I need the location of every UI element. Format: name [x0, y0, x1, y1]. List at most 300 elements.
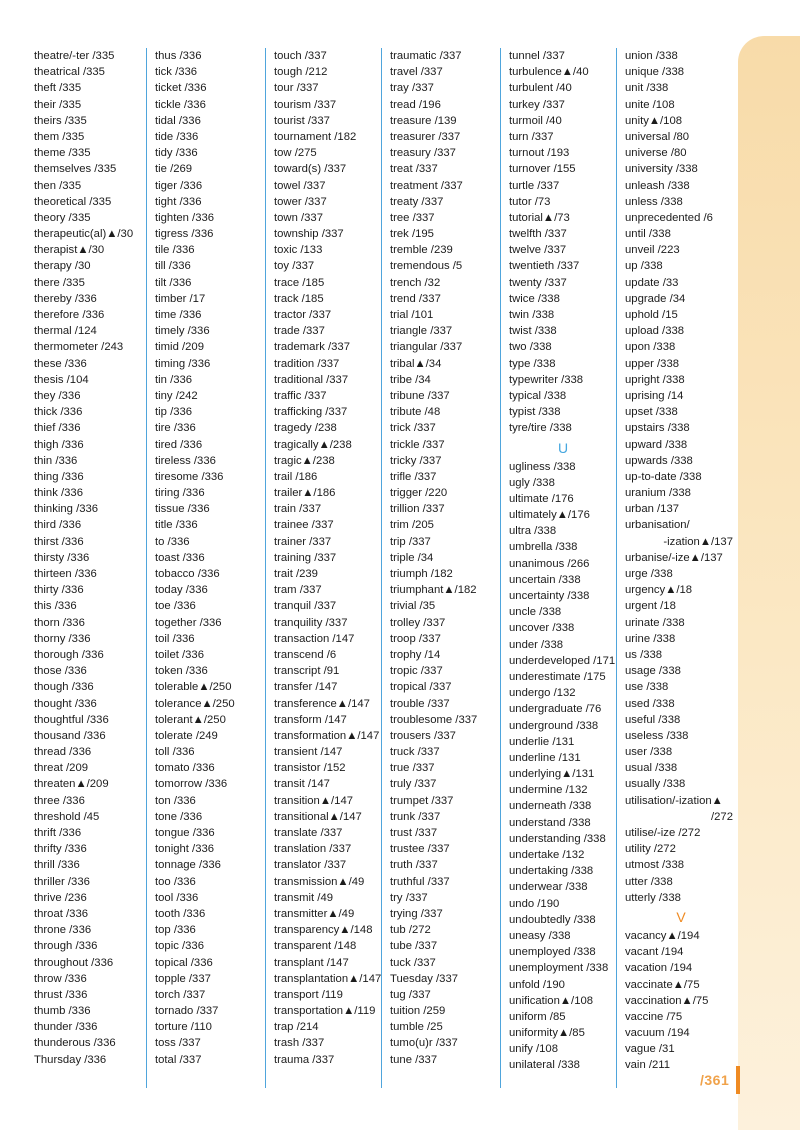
index-entry: tub /272	[390, 924, 431, 937]
index-entry: threat /209	[34, 762, 89, 775]
index-entry: tomorrow /336	[155, 778, 228, 791]
index-entry: trailer▲/186	[274, 487, 336, 500]
index-entry: upload /338	[625, 325, 685, 338]
index-entry: urbanisation/	[625, 519, 690, 532]
index-entry: toast /336	[155, 551, 205, 564]
index-column-4	[381, 48, 498, 1088]
index-entry: trigger /220	[390, 487, 448, 500]
index-entry: too /336	[155, 875, 196, 888]
index-entry: tropic /337	[390, 665, 443, 678]
index-entry: tranquility /337	[274, 616, 348, 629]
index-entry: thirsty /336	[34, 551, 90, 564]
index-entry: vacation /194	[625, 962, 693, 975]
index-entry: thousand /336	[34, 729, 106, 742]
index-entry: transport /119	[274, 988, 343, 1001]
index-entry: tube /337	[390, 940, 438, 953]
index-entry: toxic /133	[274, 244, 323, 257]
index-entry: transference▲/147	[274, 697, 370, 710]
index-entry: transformation▲/147	[274, 729, 380, 742]
index-entry: thrust /336	[34, 988, 88, 1001]
index-entry: ugly /338	[509, 476, 555, 489]
index-entry: turbulent /40	[509, 82, 572, 95]
index-entry: ugliness /338	[509, 460, 576, 473]
index-entry: tray /337	[390, 82, 434, 95]
index-entry: transition▲/147	[274, 794, 354, 807]
index-entry: thief /336	[34, 422, 81, 435]
index-entry: translator /337	[274, 859, 347, 872]
index-entry: tractor /337	[274, 309, 332, 321]
index-entry: trick /337	[390, 422, 436, 435]
index-entry: transform /147	[274, 713, 347, 726]
index-entry: tired /336	[155, 438, 203, 451]
index-entry: throughout /336	[34, 956, 114, 969]
index-entry: uncle /338	[509, 606, 562, 619]
index-entry: undoubtedly /338	[509, 913, 596, 926]
index-entry: unit /338	[625, 82, 669, 95]
index-entry: thin /336	[34, 454, 78, 467]
index-entry: throne /336	[34, 924, 92, 937]
index-entry: traditional /337	[274, 373, 349, 386]
index-entry: vague /31	[625, 1043, 675, 1056]
index-entry: until /338	[625, 228, 671, 241]
index-entry: tide /336	[155, 130, 199, 143]
index-entry: union /338	[625, 50, 678, 62]
index-entry: upset /338	[625, 406, 678, 419]
index-entry: trash /337	[274, 1037, 325, 1050]
index-entry: unfold /190	[509, 978, 565, 991]
index-entry: upward /338	[625, 438, 688, 451]
index-entry: title /336	[155, 519, 198, 532]
index-entry: thing /336	[34, 470, 84, 483]
index-entry: utilise/-ize /272	[625, 827, 701, 839]
index-entry: touch /337	[274, 50, 327, 62]
index-entry: urine /338	[625, 632, 676, 645]
index-entry: tumo(u)r /337	[390, 1037, 458, 1050]
index-entry: tragically▲/238	[274, 438, 352, 451]
index-entry: trek /195	[390, 228, 434, 241]
index-entry: type /338	[509, 357, 556, 370]
index-entry: tolerable▲/250	[155, 681, 232, 694]
index-entry: vacant /194	[625, 946, 684, 959]
index-entry: tissue /336	[155, 503, 210, 516]
index-entry: typist /338	[509, 406, 561, 419]
index-entry: theoretical /335	[34, 195, 112, 208]
index-entry: trophy /14	[390, 648, 441, 661]
index-entry: top /336	[155, 924, 196, 937]
index-entry: unemployed /338	[509, 946, 596, 959]
index-entry: tomato /336	[155, 762, 215, 775]
index-entry: trumpet /337	[390, 794, 454, 807]
index-entry: tonight /336	[155, 843, 215, 856]
index-entry: tone /336	[155, 810, 203, 823]
index-entry: useful /338	[625, 713, 681, 726]
index-entry: tune /337	[390, 1053, 438, 1066]
index-entry: transitional▲/147	[274, 810, 362, 823]
index-column-3	[265, 48, 382, 1088]
index-entry: think /336	[34, 487, 83, 500]
index-entry: thrill /336	[34, 859, 80, 872]
index-entry: thorough /336	[34, 648, 104, 661]
index-entry: towel /337	[274, 179, 326, 192]
index-entry: underwear /338	[509, 881, 588, 894]
section-letter: V	[676, 908, 686, 925]
index-entry: unilateral /338	[509, 1059, 580, 1072]
index-entry: tongue /336	[155, 827, 215, 839]
index-entry: usual /338	[625, 762, 678, 775]
index-entry: unanimous /266	[509, 557, 590, 570]
index-entry: unique /338	[625, 66, 685, 79]
index-entry: tip /336	[155, 406, 193, 419]
index-entry: transistor /152	[274, 762, 346, 775]
index-entry: thrive /236	[34, 891, 87, 904]
index-entry: twelve /337	[509, 244, 567, 257]
index-entry: transparency▲/148	[274, 924, 373, 937]
index-entry: uniformity▲/85	[509, 1027, 585, 1040]
index-entry: train /337	[274, 503, 322, 516]
index-entry: tumble /25	[390, 1021, 443, 1034]
index-entry: trench /32	[390, 276, 441, 289]
index-page	[30, 36, 738, 1100]
index-entry: thorny /336	[34, 632, 91, 645]
index-entry: trouble /337	[390, 697, 450, 710]
index-entry: tolerate /249	[155, 729, 218, 742]
index-entry: treatment /337	[390, 179, 463, 192]
index-entry: tiger /336	[155, 179, 203, 192]
index-entry: tour /337	[274, 82, 319, 95]
index-entry: them /335	[34, 130, 85, 143]
index-entry: undertaking /338	[509, 865, 594, 878]
index-entry: trying /337	[390, 907, 443, 920]
index-entry: truly /337	[390, 778, 437, 791]
index-column-2	[146, 48, 263, 1088]
index-entry: trivial /35	[390, 600, 436, 613]
index-entry: therapist▲/30	[34, 244, 105, 257]
index-entry: unification▲/108	[509, 994, 594, 1007]
index-entry: tornado /337	[155, 1005, 219, 1018]
index-entry: thumb /336	[34, 1005, 91, 1018]
index-entry: tigress /336	[155, 228, 214, 241]
index-entry: therapy /30	[34, 260, 91, 273]
index-entry: tin /336	[155, 373, 193, 386]
index-entry: twelfth /337	[509, 228, 567, 241]
index-entry: uranium /338	[625, 487, 691, 500]
index-entry: tighten /336	[155, 211, 215, 224]
index-entry: undo /190	[509, 897, 560, 910]
index-entry: thesis /104	[34, 373, 89, 386]
index-entry: trap /214	[274, 1021, 319, 1034]
index-entry: ultimately▲/176	[509, 509, 590, 522]
index-entry: underline /131	[509, 751, 581, 764]
index-entry: till /336	[155, 260, 191, 273]
index-entry: thus /336	[155, 50, 202, 62]
index-entry: thigh /336	[34, 438, 84, 451]
index-entry: tourism /337	[274, 98, 337, 111]
index-entry: vaccinate▲/75	[625, 978, 700, 991]
index-entry: topic /336	[155, 940, 204, 953]
index-entry: underdeveloped /171	[509, 654, 616, 667]
index-entry: uniform /85	[509, 1010, 566, 1023]
index-entry: theirs /335	[34, 114, 87, 127]
index-entry: under /338	[509, 638, 564, 651]
index-entry: used /338	[625, 697, 675, 710]
index-entry: trolley /337	[390, 616, 446, 629]
index-entry: trim /205	[390, 519, 434, 532]
index-entry: upstairs /338	[625, 422, 690, 435]
index-entry: tourist /337	[274, 114, 330, 127]
index-entry: theft /335	[34, 82, 82, 95]
index-entry: vain /211	[625, 1059, 671, 1072]
index-entry: trainer /337	[274, 535, 332, 548]
index-entry: torch /337	[155, 988, 206, 1001]
index-entry: utility /272	[625, 843, 676, 856]
index-entry: truthful /337	[390, 875, 450, 888]
index-entry: uphold /15	[625, 309, 678, 321]
index-entry: tread /196	[390, 98, 441, 111]
index-entry: /272	[711, 810, 733, 823]
index-entry: trainee /337	[274, 519, 334, 532]
index-entry: toilet /336	[155, 648, 204, 661]
index-entry: trade /337	[274, 325, 325, 338]
index-entry: tremendous /5	[390, 260, 463, 273]
index-entry: ultimate /176	[509, 492, 574, 505]
index-entry: timid /209	[155, 341, 204, 354]
index-entry: track /185	[274, 292, 324, 305]
index-entry: transcript /91	[274, 665, 340, 678]
index-entry: throat /336	[34, 907, 89, 920]
index-entry: trend /337	[390, 292, 441, 305]
index-entry: thirst /336	[34, 535, 84, 548]
index-entry: thirty /336	[34, 584, 84, 597]
index-entry: typical /338	[509, 389, 567, 402]
index-entry: understanding /338	[509, 832, 606, 845]
index-entry: vaccination▲/75	[625, 994, 709, 1007]
index-entry: uprising /14	[625, 389, 684, 402]
index-entry: turbulence▲/40	[509, 66, 589, 79]
index-entry: trunk /337	[390, 810, 441, 823]
index-entry: unprecedented /6	[625, 211, 713, 224]
index-entry: together /336	[155, 616, 222, 629]
index-entry: truck /337	[390, 746, 440, 759]
index-entry: transportation▲/119	[274, 1005, 376, 1018]
index-entry: tie /269	[155, 163, 193, 176]
index-entry: tree /337	[390, 211, 435, 224]
index-entry: then /335	[34, 179, 82, 192]
index-entry: transparent /148	[274, 940, 357, 953]
index-entry: triangular /337	[390, 341, 463, 354]
index-entry: universal /80	[625, 130, 690, 143]
index-entry: underground /338	[509, 719, 599, 732]
index-entry: undertake /132	[509, 849, 585, 861]
index-entry: thriller /336	[34, 875, 90, 888]
index-entry: tradition /337	[274, 357, 340, 370]
index-entry: treat /337	[390, 163, 438, 176]
index-entry: undermine /132	[509, 784, 588, 797]
index-entry: topical /336	[155, 956, 213, 969]
index-entry: underneath /338	[509, 800, 592, 813]
index-entry: troop /337	[390, 632, 441, 645]
index-entry: transaction /147	[274, 632, 355, 645]
index-entry: upwards /338	[625, 454, 693, 467]
index-entry: turn /337	[509, 130, 554, 143]
index-entry: town /337	[274, 211, 323, 224]
index-entry: topple /337	[155, 972, 211, 985]
index-entry: uncertainty /338	[509, 590, 590, 602]
index-entry: tunnel /337	[509, 50, 565, 62]
index-entry: trickle /337	[390, 438, 445, 451]
index-entry: toy /337	[274, 260, 315, 273]
index-entry: turmoil /40	[509, 114, 562, 127]
index-entry: tonnage /336	[155, 859, 221, 872]
index-entry: trail /186	[274, 470, 318, 483]
index-entry: typewriter /338	[509, 373, 584, 386]
index-entry: traffic /337	[274, 389, 327, 402]
index-entry: toll /336	[155, 746, 195, 759]
index-entry: unify /108	[509, 1043, 558, 1056]
index-entry: token /336	[155, 665, 208, 678]
index-entry: toil /336	[155, 632, 195, 645]
index-entry: use /338	[625, 681, 669, 694]
index-entry: tropical /337	[390, 681, 452, 694]
index-entry: unleash /338	[625, 179, 690, 192]
index-entry: tickle /336	[155, 98, 206, 111]
index-entry: vaccine /75	[625, 1010, 683, 1023]
index-entry: trifle /337	[390, 470, 437, 483]
index-entry: tilt /336	[155, 276, 192, 289]
index-entry: trauma /337	[274, 1053, 335, 1066]
index-entry: tireless /336	[155, 454, 216, 467]
index-entry: universe /80	[625, 147, 687, 160]
index-entry: timing /336	[155, 357, 211, 370]
index-entry: today /336	[155, 584, 208, 597]
index-entry: trait /239	[274, 568, 318, 580]
index-entry: underlie /131	[509, 735, 575, 748]
index-entry: therefore /336	[34, 309, 105, 321]
index-entry: tiresome /336	[155, 470, 224, 483]
index-entry: triumphant▲/182	[390, 584, 477, 597]
index-entry: tuition /259	[390, 1005, 446, 1018]
index-entry: transmitter▲/49	[274, 907, 355, 920]
index-entry: vacuum /194	[625, 1027, 690, 1040]
index-entry: uncertain /338	[509, 573, 581, 586]
index-entry: this /336	[34, 600, 77, 613]
index-entry: tile /336	[155, 244, 195, 257]
index-entry: transcend /6	[274, 648, 337, 661]
index-entry: tolerant▲/250	[155, 713, 226, 726]
index-entry: themselves /335	[34, 163, 117, 176]
index-entry: tobacco /336	[155, 568, 220, 580]
index-entry: tremble /239	[390, 244, 453, 257]
index-entry: tiny /242	[155, 389, 198, 402]
index-entry: tuck /337	[390, 956, 436, 969]
index-entry: undergo /132	[509, 687, 576, 700]
index-entry: those /336	[34, 665, 87, 678]
index-entry: triple /34	[390, 551, 434, 564]
index-entry: total /337	[155, 1053, 202, 1066]
index-entry: thermal /124	[34, 325, 97, 338]
index-entry: they /336	[34, 389, 81, 402]
index-entry: tutor /73	[509, 195, 551, 208]
index-entry: tidy /336	[155, 147, 198, 160]
index-entry: urban /137	[625, 503, 680, 516]
index-entry: transmission▲/49	[274, 875, 365, 888]
index-entry: tow /275	[274, 147, 317, 160]
index-entry: there /335	[34, 276, 85, 289]
index-entry: Thursday /336	[34, 1053, 107, 1066]
index-entry: treasure /139	[390, 114, 457, 127]
index-entry: ultra /338	[509, 525, 557, 538]
index-entry: usually /338	[625, 778, 686, 791]
index-entry: these /336	[34, 357, 87, 370]
index-entry: tool /336	[155, 891, 199, 904]
index-entry: utter /338	[625, 875, 673, 888]
index-entry: throw /336	[34, 972, 87, 985]
index-entry: to /336	[155, 535, 190, 548]
index-entry: tower /337	[274, 195, 327, 208]
index-entry: turkey /337	[509, 98, 565, 111]
index-entry: utterly /338	[625, 891, 681, 904]
index-entry: therapeutic(al)▲/30	[34, 228, 134, 241]
index-entry: up-to-date /338	[625, 470, 702, 483]
index-entry: unless /338	[625, 195, 683, 208]
index-entry: turnout /193	[509, 147, 570, 160]
index-entry: traumatic /337	[390, 50, 462, 62]
index-entry: thirteen /336	[34, 568, 97, 580]
index-entry: their /335	[34, 98, 82, 111]
index-entry: understand /338	[509, 816, 591, 829]
index-entry: usage /338	[625, 665, 681, 678]
index-entry: upper /338	[625, 357, 680, 370]
index-entry: triumph /182	[390, 568, 453, 580]
index-entry: tranquil /337	[274, 600, 337, 613]
index-entry: township /337	[274, 228, 344, 241]
index-entry: thoughtful /336	[34, 713, 109, 726]
index-entry: tutorial▲/73	[509, 211, 570, 224]
index-entry: urinate /338	[625, 616, 685, 629]
index-entry: useless /338	[625, 729, 689, 742]
index-entry: tragic▲/238	[274, 454, 335, 467]
index-entry: tricky /337	[390, 454, 442, 467]
index-entry: trustee /337	[390, 843, 450, 856]
index-entry: two /338	[509, 341, 552, 354]
index-entry: time /336	[155, 309, 202, 321]
index-entry: underestimate /175	[509, 670, 606, 683]
index-entry: true /337	[390, 762, 435, 775]
index-entry: unemployment /338	[509, 962, 609, 975]
index-entry: tribune /337	[390, 389, 450, 402]
index-entry: torture /110	[155, 1021, 212, 1034]
index-entry: trust /337	[390, 827, 438, 839]
index-entry: transfer /147	[274, 681, 338, 694]
index-entry: timber /17	[155, 292, 206, 305]
index-entry: translation /337	[274, 843, 352, 856]
index-entry: tooth /336	[155, 907, 206, 920]
index-entry: third /336	[34, 519, 82, 532]
index-entry: thick /336	[34, 406, 83, 419]
index-entry: theory /335	[34, 211, 91, 224]
index-entry: trademark /337	[274, 341, 350, 354]
page-number-bar	[736, 1066, 740, 1094]
index-entry: transmit /49	[274, 891, 334, 904]
index-entry: urgency▲/18	[625, 584, 693, 597]
index-entry: turtle /337	[509, 179, 560, 192]
index-entry: upon /338	[625, 341, 676, 354]
index-entry: try /337	[390, 891, 428, 904]
page-number: /361	[700, 1072, 730, 1088]
index-entry: transient /147	[274, 746, 343, 759]
index-entry: umbrella /338	[509, 541, 578, 554]
index-entry: urge /338	[625, 568, 673, 580]
index-column-5	[500, 48, 617, 1088]
